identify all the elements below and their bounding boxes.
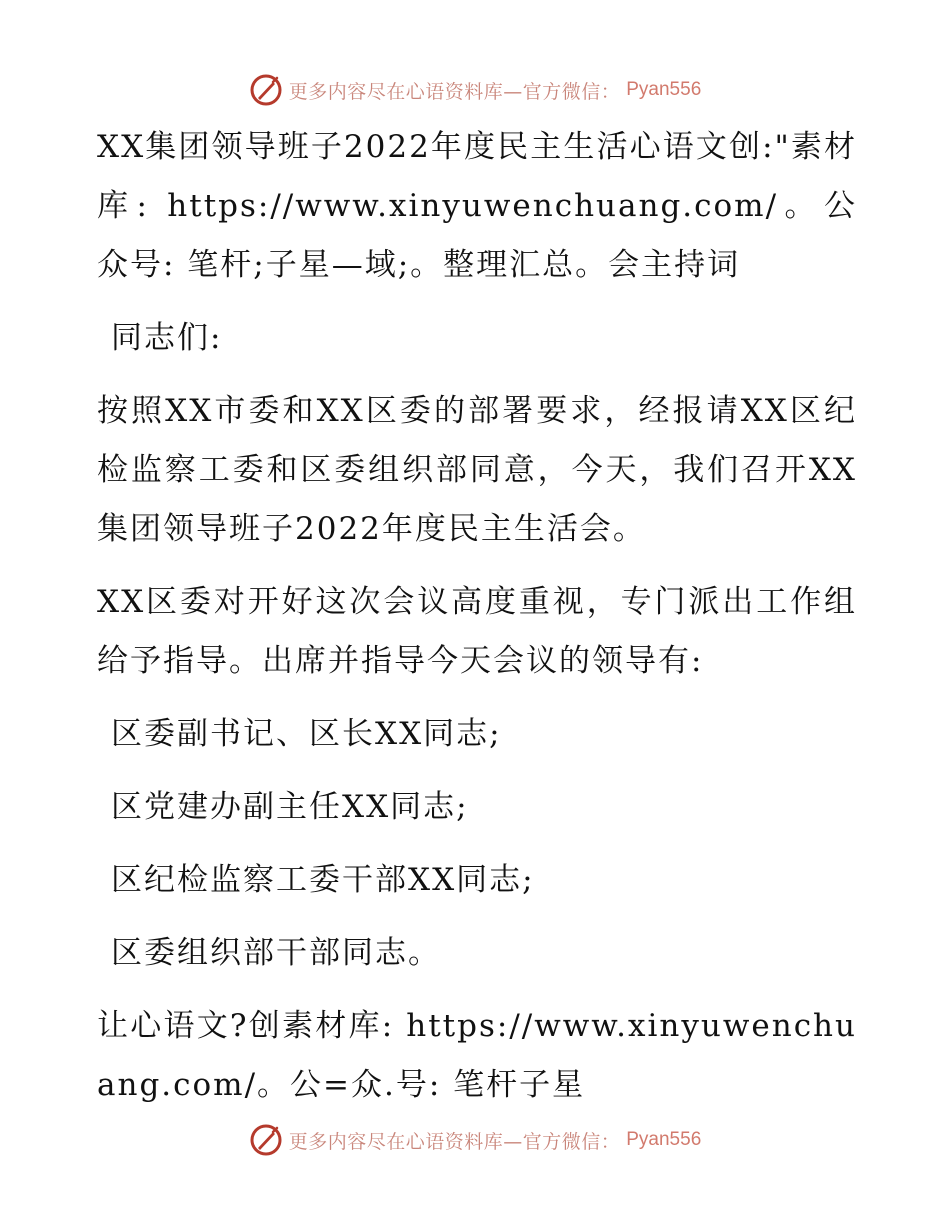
quill-logo-icon: [249, 1123, 283, 1157]
attendee-line: 区委组织部干部同志。: [111, 935, 441, 971]
watermark-wechat-id: Pyan556: [626, 79, 702, 100]
body-paragraph: XX区委对开好这次会议高度重视，专门派出工作组给予指导。出席并指导今天会议的领导有:: [97, 584, 857, 679]
attendee-line: 区委副书记、区长XX同志;: [111, 716, 502, 752]
title-paragraph: XX集团领导班子2022年度民主生活心语文创:"素材库: https://www.xinyuwenchuang.com/。公众号: 笔杆;子星—域;。整理汇总。会主持词: [97, 129, 857, 283]
watermark-text: 更多内容尽在心语资料库—官方微信：: [288, 1130, 621, 1153]
footer-watermark: [0, 1120, 950, 1160]
watermark-wechat-id: Pyan556: [626, 1129, 702, 1150]
document-body: [97, 118, 857, 1115]
header-watermark: [0, 70, 950, 110]
attendee-line: 区党建办副主任XX同志;: [111, 789, 469, 825]
body-paragraph: 按照XX市委和XX区委的部署要求，经报请XX区纪检监察工委和区委组织部同意，今天，我们召开XX集团领导班子2022年度民主生活会。: [97, 393, 857, 547]
attendee-line: 区纪检监察工委干部XX同志;: [111, 862, 535, 898]
salutation-paragraph: 同志们:: [111, 320, 223, 356]
watermark-text: 更多内容尽在心语资料库—官方微信：: [288, 80, 621, 103]
source-note-paragraph: 让心语文?创素材库: https://www.xinyuwenchuang.com/。公=众.号: 笔杆子星: [97, 1008, 857, 1103]
quill-logo-icon: [249, 73, 283, 107]
